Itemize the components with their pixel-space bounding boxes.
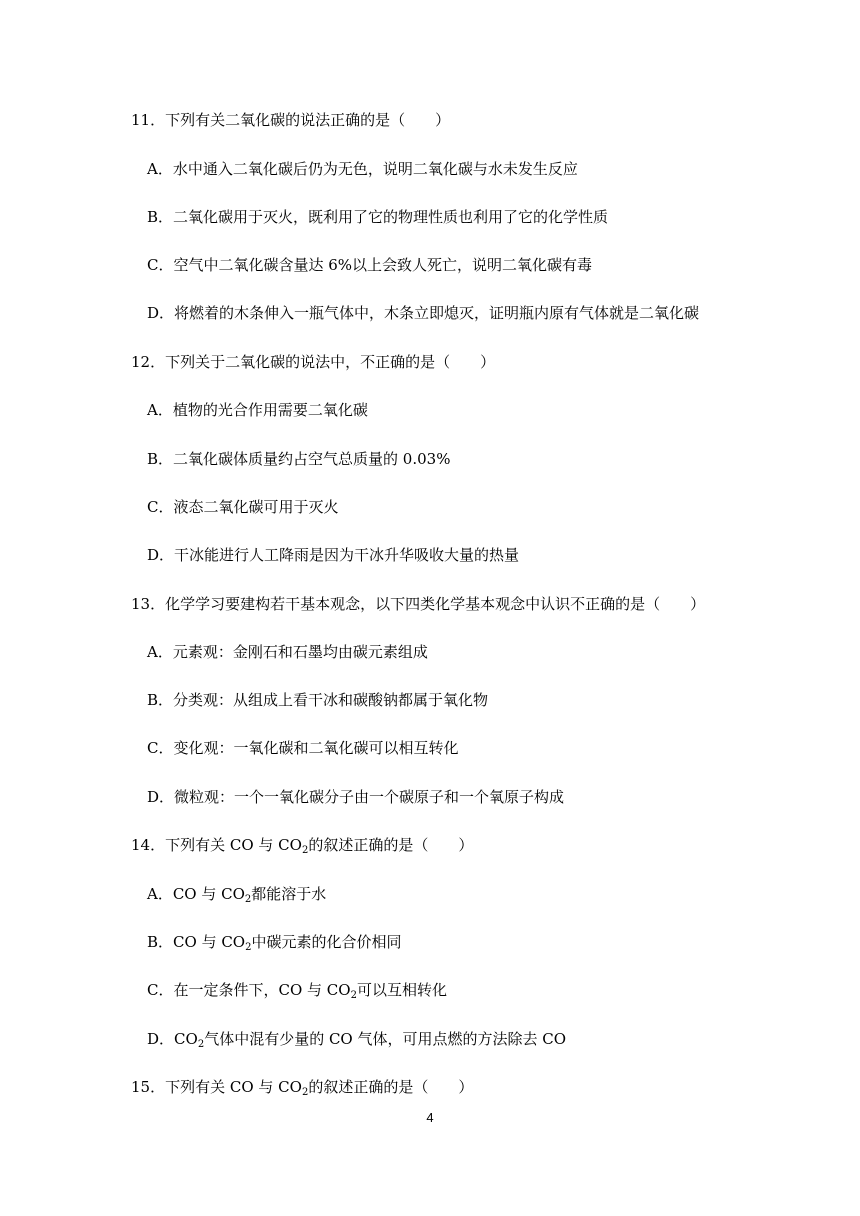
question-13-stem: 13．化学学习要建构若干基本观念，以下四类化学基本观念中认识不正确的是（ ）	[131, 595, 706, 613]
question-13-option-c: C．变化观：一氧化碳和二氧化碳可以相互转化	[147, 739, 459, 757]
question-14-option-d	[147, 1029, 566, 1052]
subscript-2: 2	[244, 894, 252, 905]
question-13-option-a: A．元素观：金刚石和石墨均由碳元素组成	[147, 643, 428, 661]
question-12-option-c: C．液态二氧化碳可用于灭火	[147, 498, 339, 516]
option-text-a: A．CO 与 CO	[147, 885, 245, 903]
question-15-stem	[131, 1077, 473, 1100]
question-14-stem-text-b: 的叙述正确的是（ ）	[308, 836, 474, 854]
question-12-option-b: B．二氧化碳体质量约占空气总质量的 0.03%	[147, 450, 451, 468]
question-14-stem-text-a: 14．下列有关 CO 与 CO	[131, 836, 302, 854]
question-11-option-b: B．二氧化碳用于灭火，既利用了它的物理性质也利用了它的化学性质	[147, 208, 609, 226]
question-12-option-a: A．植物的光合作用需要二氧化碳	[147, 401, 368, 419]
question-14-option-a	[147, 884, 326, 907]
option-text-a: B．CO 与 CO	[147, 933, 246, 951]
page-number: 4	[426, 1110, 434, 1125]
question-11-option-d: D．将燃着的木条伸入一瓶气体中，木条立即熄灭，证明瓶内原有气体就是二氧化碳	[147, 304, 700, 322]
question-13-option-d: D．微粒观：一个一氧化碳分子由一个碳原子和一个氧原子构成	[147, 788, 565, 806]
question-12-option-d: D．干冰能进行人工降雨是因为干冰升华吸收大量的热量	[147, 546, 520, 564]
subscript-2: 2	[301, 1087, 309, 1098]
question-11-option-c: C．空气中二氧化碳含量达 6%以上会致人死亡，说明二氧化碳有毒	[147, 256, 593, 274]
option-text-a: C．在一定条件下，CO 与 CO	[147, 981, 351, 999]
option-text-b: 气体中混有少量的 CO 气体，可用点燃的方法除去 CO	[204, 1030, 567, 1048]
subscript-2: 2	[350, 990, 357, 1001]
subscript-2: 2	[245, 942, 252, 953]
question-15-stem-text-a: 15．下列有关 CO 与 CO	[131, 1078, 302, 1096]
question-14-option-b	[147, 932, 402, 955]
question-14-option-c	[147, 980, 447, 1003]
question-12-stem: 12．下列关于二氧化碳的说法中，不正确的是（ ）	[131, 353, 496, 371]
option-text-b: 可以互相转化	[356, 981, 447, 999]
question-11-stem: 11．下列有关二氧化碳的说法正确的是（ ）	[131, 111, 451, 129]
question-13-option-b: B．分类观：从组成上看干冰和碳酸钠都属于氧化物	[147, 691, 489, 709]
question-11-option-a: A．水中通入二氧化碳后仍为无色，说明二氧化碳与水未发生反应	[147, 160, 578, 178]
subscript-2: 2	[197, 1039, 205, 1050]
subscript-2: 2	[301, 845, 309, 856]
question-15-stem-text-b: 的叙述正确的是（ ）	[308, 1078, 474, 1096]
option-text-a: D．CO	[147, 1030, 198, 1048]
question-14-stem	[131, 835, 473, 858]
option-text-b: 中碳元素的化合价相同	[251, 933, 402, 951]
option-text-b: 都能溶于水	[251, 885, 327, 903]
